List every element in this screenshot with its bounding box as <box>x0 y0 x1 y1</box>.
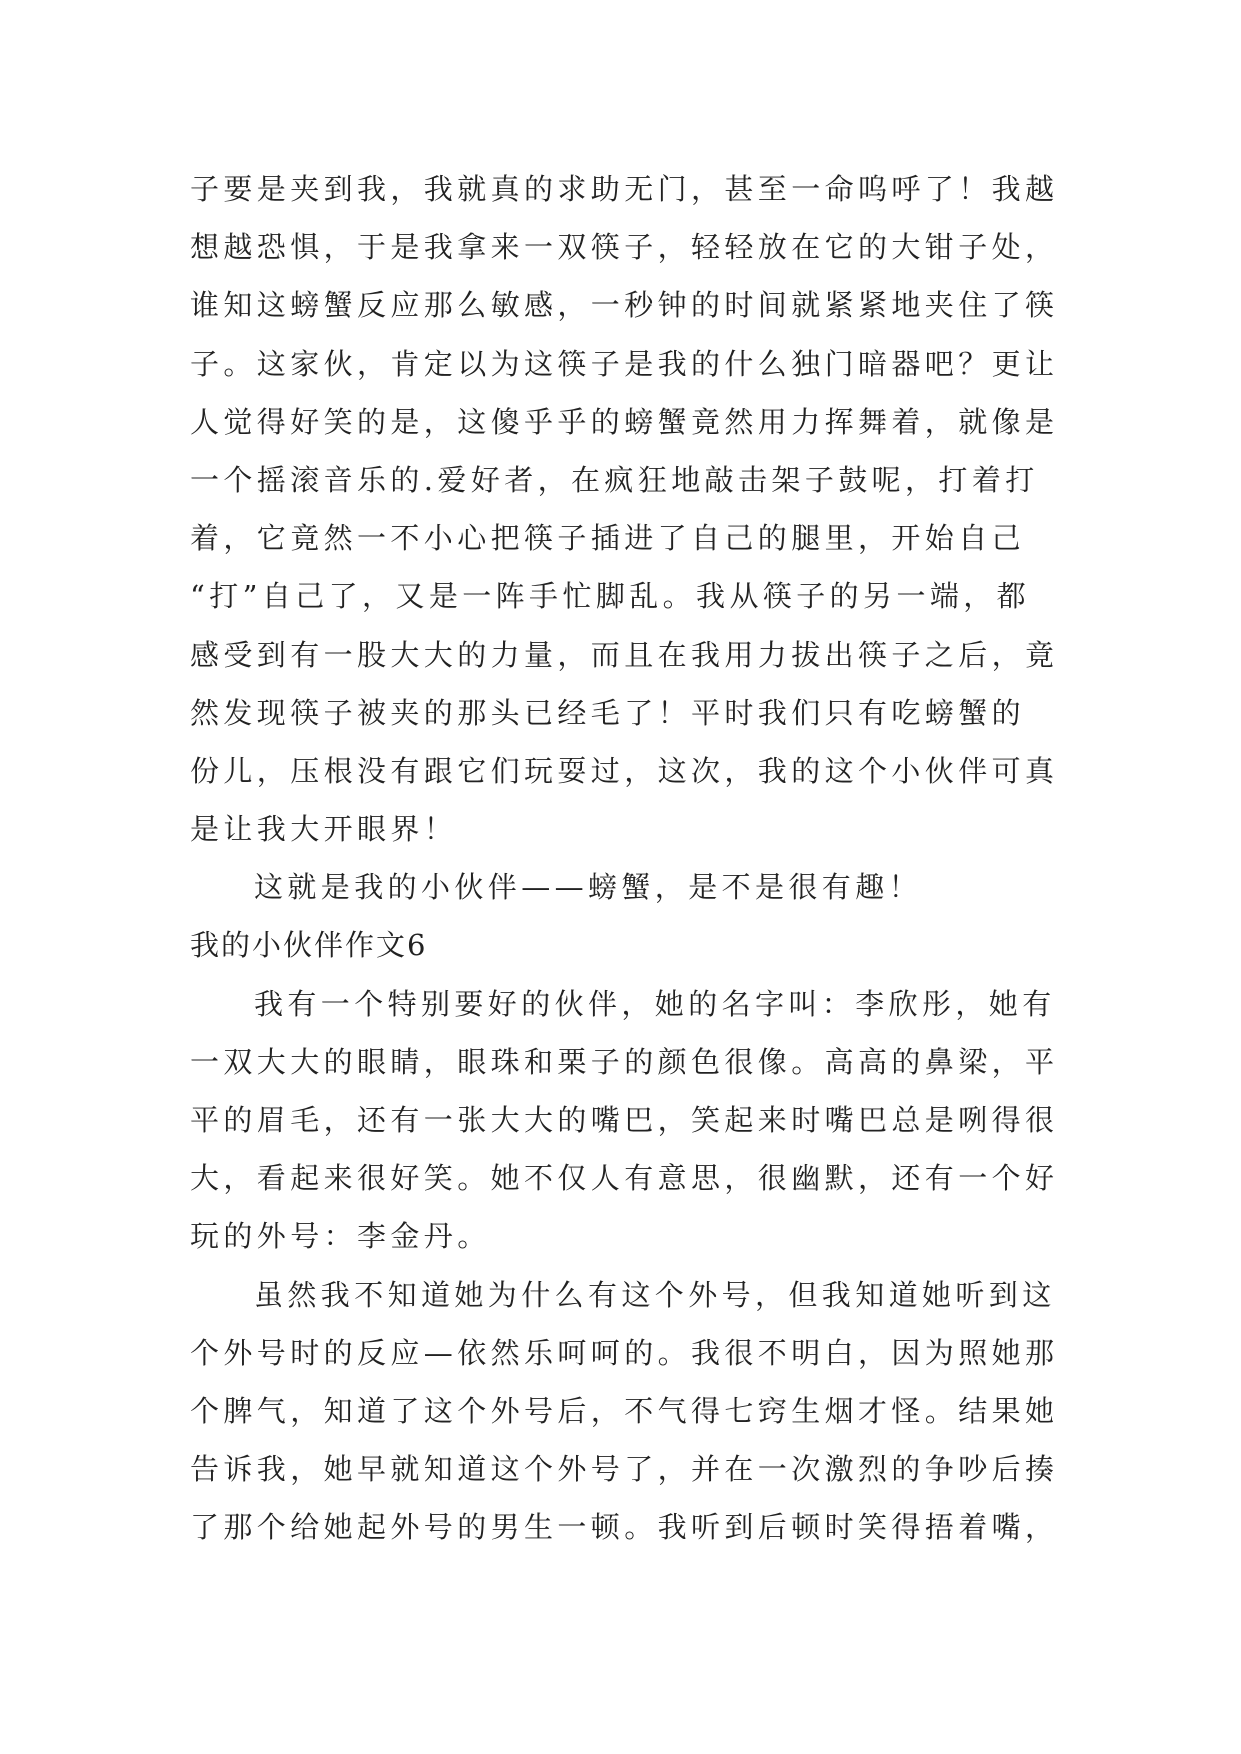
text-line: 一个摇滚音乐的.爱好者，在疯狂地敲击架子鼓呢，打着打 <box>190 462 1039 497</box>
text-line: 份儿，压根没有跟它们玩耍过，这次，我的这个小伙伴可真 <box>190 753 1059 788</box>
essay-heading: 我的小伙伴作文6 <box>190 928 428 963</box>
text-line: 子要是夹到我，我就真的求助无门，甚至一命呜呼了！我越 <box>190 172 1059 206</box>
text-line: 这就是我的小伙伴——螃蟹，是不是很有趣！ <box>254 870 923 905</box>
text-line: 大，看起来很好笑。她不仅人有意思，很幽默，还有一个好 <box>190 1161 1059 1196</box>
text-line: 人觉得好笑的是，这傻乎乎的螃蟹竟然用力挥舞着，就像是 <box>190 404 1059 439</box>
text-line: 感受到有一股大大的力量，而且在我用力拔出筷子之后，竟 <box>190 637 1059 672</box>
paragraph-friend-intro <box>190 975 1059 1266</box>
text-line: 虽然我不知道她为什么有这个外号，但我知道她听到这 <box>254 1277 1056 1312</box>
text-line: 告诉我，她早就知道这个外号了，并在一次激烈的争吵后揍 <box>190 1452 1059 1487</box>
text-line: 谁知这螃蟹反应那么敏感，一秒钟的时间就紧紧地夹住了筷 <box>190 288 1059 323</box>
paragraph-crab-story <box>190 160 1059 858</box>
text-line: 着，它竟然一不小心把筷子插进了自己的腿里，开始自己 <box>190 521 1026 556</box>
text-line: 平的眉毛，还有一张大大的嘴巴，笑起来时嘴巴总是咧得很 <box>190 1103 1059 1137</box>
text-line: 个外号时的反应—依然乐呵呵的。我很不明白，因为照她那 <box>190 1335 1059 1370</box>
document-body <box>190 160 1059 1557</box>
paragraph-nickname <box>190 1266 1059 1557</box>
text-line: 我有一个特别要好的伙伴，她的名字叫：李欣彤，她有 <box>254 986 1056 1021</box>
text-line: 子。这家伙，肯定以为这筷子是我的什么独门暗器吧？更让 <box>190 346 1059 381</box>
text-line: 想越恐惧，于是我拿来一双筷子，轻轻放在它的大钳子处， <box>190 230 1059 265</box>
text-line: 一双大大的眼睛，眼珠和栗子的颜色很像。高高的鼻梁，平 <box>190 1044 1059 1079</box>
text-line: “打”自己了，又是一阵手忙脚乱。我从筷子的另一端，都 <box>190 579 1031 614</box>
text-line: 是让我大开眼界！ <box>190 812 458 847</box>
text-line: 玩的外号：李金丹。 <box>190 1219 491 1254</box>
text-line: 然发现筷子被夹的那头已经毛了！平时我们只有吃螃蟹的 <box>190 695 1026 730</box>
text-line: 了那个给她起外号的男生一顿。我听到后顿时笑得捂着嘴， <box>190 1510 1059 1545</box>
text-line: 个脾气，知道了这个外号后，不气得七窍生烟才怪。结果她 <box>190 1393 1059 1428</box>
paragraph-crab-conclusion <box>190 858 1050 916</box>
